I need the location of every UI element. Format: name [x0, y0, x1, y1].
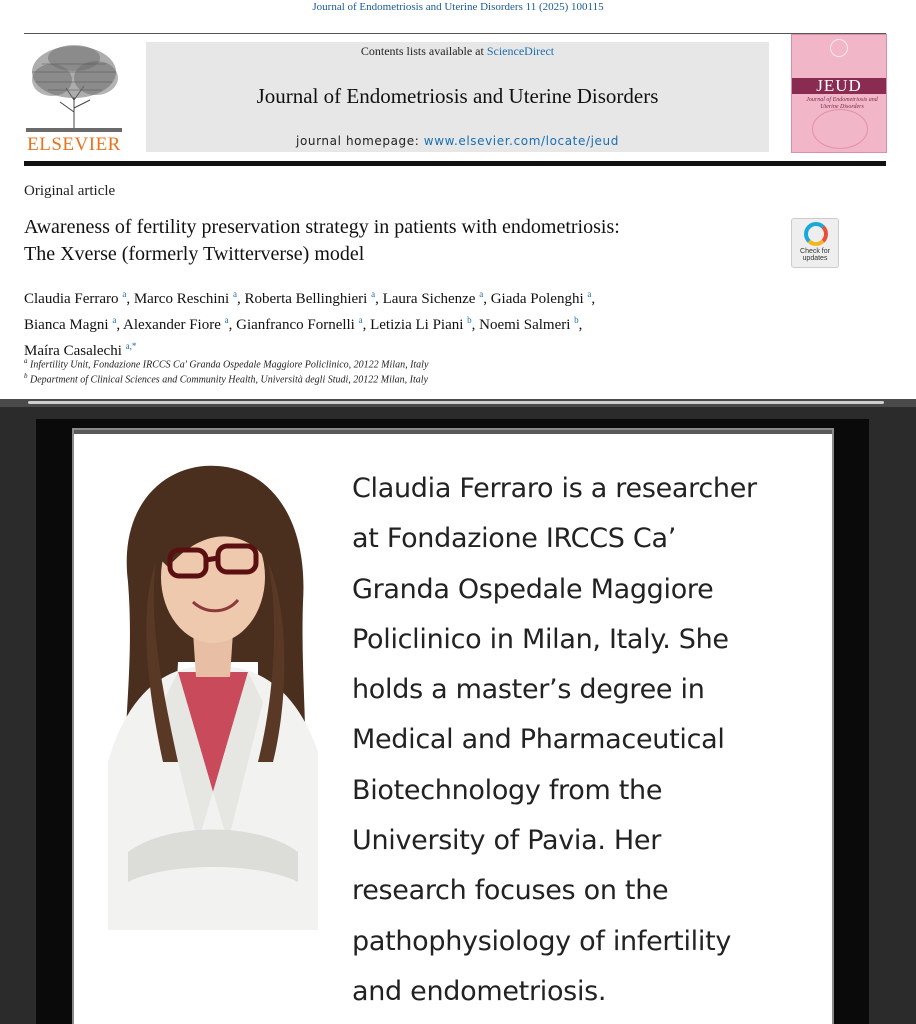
affiliation: $^b$ Department of Clinical Sciences and Community Health, Università degli Studi, 20122 Milan, Italy — [24, 372, 428, 386]
contents-prefix: Contents lists available at — [360, 44, 487, 58]
affiliation: $^a$ Infertility Unit, Fondazione IRCCS Ca' Granda Ospedale Maggiore Policlinico, 20122 Milan, Italy — [24, 357, 429, 371]
bio-line: and endometriosis. — [352, 975, 607, 1007]
bio-line: Biotechnology from the — [352, 774, 663, 806]
divider — [24, 33, 886, 34]
elsevier-tree-icon — [22, 42, 126, 134]
author[interactable]: Noemi Salmeri $^b$ — [479, 315, 579, 333]
cover-graphic — [812, 109, 868, 149]
author-photo — [108, 462, 318, 930]
bio-line: Policlinico in Milan, Italy. She — [352, 623, 729, 655]
journal-reference[interactable]: Journal of Endometriosis and Uterine Disorders 11 (2025) 100115 — [312, 1, 604, 13]
cover-ornament — [830, 39, 848, 57]
author-list: Claudia Ferraro $^a$, Marco Reschini $^a$, Roberta Bellinghieri $^a$, Laura Sichenze $^a$, Giada Polenghi $^a$, Bianca Magni $^a$, Alexander Fiore $^a$, Gianfranco Fornelli $^a$, Letizia Li Piani $^b$, Noemi Salmeri $^b$, Maíra Casalechi $^{a,*}$ — [24, 289, 596, 359]
bio-line: University of Pavia. Her — [352, 825, 662, 857]
author-portrait-image — [108, 462, 318, 930]
cover-subtitle: Journal of Endometriosis and Uterine Disorders — [806, 97, 878, 110]
author[interactable]: Maíra Casalechi $^{a,*}$ — [24, 341, 137, 359]
journal-cover-thumbnail[interactable] — [791, 34, 887, 153]
paper-header — [0, 0, 916, 404]
sciencedirect-link[interactable]: ScienceDirect — [486, 44, 555, 58]
check-updates-icon — [804, 222, 828, 246]
author[interactable]: Claudia Ferraro $^a$ — [24, 289, 127, 307]
author[interactable]: Gianfranco Fornelli $^a$ — [236, 315, 363, 333]
header-divider — [24, 161, 886, 166]
author[interactable]: Marco Reschini $^a$ — [133, 289, 237, 307]
author[interactable]: Letizia Li Piani $^b$ — [370, 315, 472, 333]
journal-title: Journal of Endometriosis and Uterine Disorders — [256, 84, 659, 108]
article-title-line: The Xverse (formerly Twitterverse) model — [24, 243, 365, 265]
bio-line: research focuses on the — [352, 875, 669, 907]
publisher-name: ELSEVIER — [27, 134, 121, 155]
bio-line: Medical and Pharmaceutical — [352, 724, 725, 756]
bio-line: at Fondazione IRCCS Ca’ — [352, 523, 676, 555]
journal-banner — [146, 42, 769, 152]
check-updates-label: Check for updates — [800, 248, 830, 262]
contents-line — [146, 44, 769, 59]
article-title-line: Awareness of fertility preservation strategy in patients with endometriosis: — [24, 216, 620, 238]
author[interactable]: Alexander Fiore $^a$ — [123, 315, 229, 333]
article-title — [24, 214, 774, 268]
homepage-line — [146, 134, 769, 148]
author[interactable]: Roberta Bellinghieri $^a$ — [244, 289, 376, 307]
bio-line: holds a master’s degree in — [352, 674, 705, 706]
bio-text — [352, 464, 822, 1017]
homepage-prefix: journal homepage: — [296, 134, 424, 148]
author[interactable]: Bianca Magni $^a$ — [24, 315, 117, 333]
author[interactable]: Giada Polenghi $^a$ — [490, 289, 592, 307]
bio-line: Granda Ospedale Maggiore — [352, 573, 714, 605]
homepage-link[interactable]: www.elsevier.com/locate/jeud — [423, 134, 619, 148]
elsevier-logo[interactable] — [22, 42, 126, 156]
article-type: Original article — [24, 183, 116, 199]
check-for-updates-button[interactable] — [791, 218, 839, 268]
author[interactable]: Laura Sichenze $^a$ — [382, 289, 484, 307]
cover-code: JEUD — [816, 76, 862, 95]
bio-line: Claudia Ferraro is a researcher — [352, 473, 757, 504]
section-separator — [0, 399, 916, 407]
bio-line: pathophysiology of infertility — [352, 925, 732, 957]
